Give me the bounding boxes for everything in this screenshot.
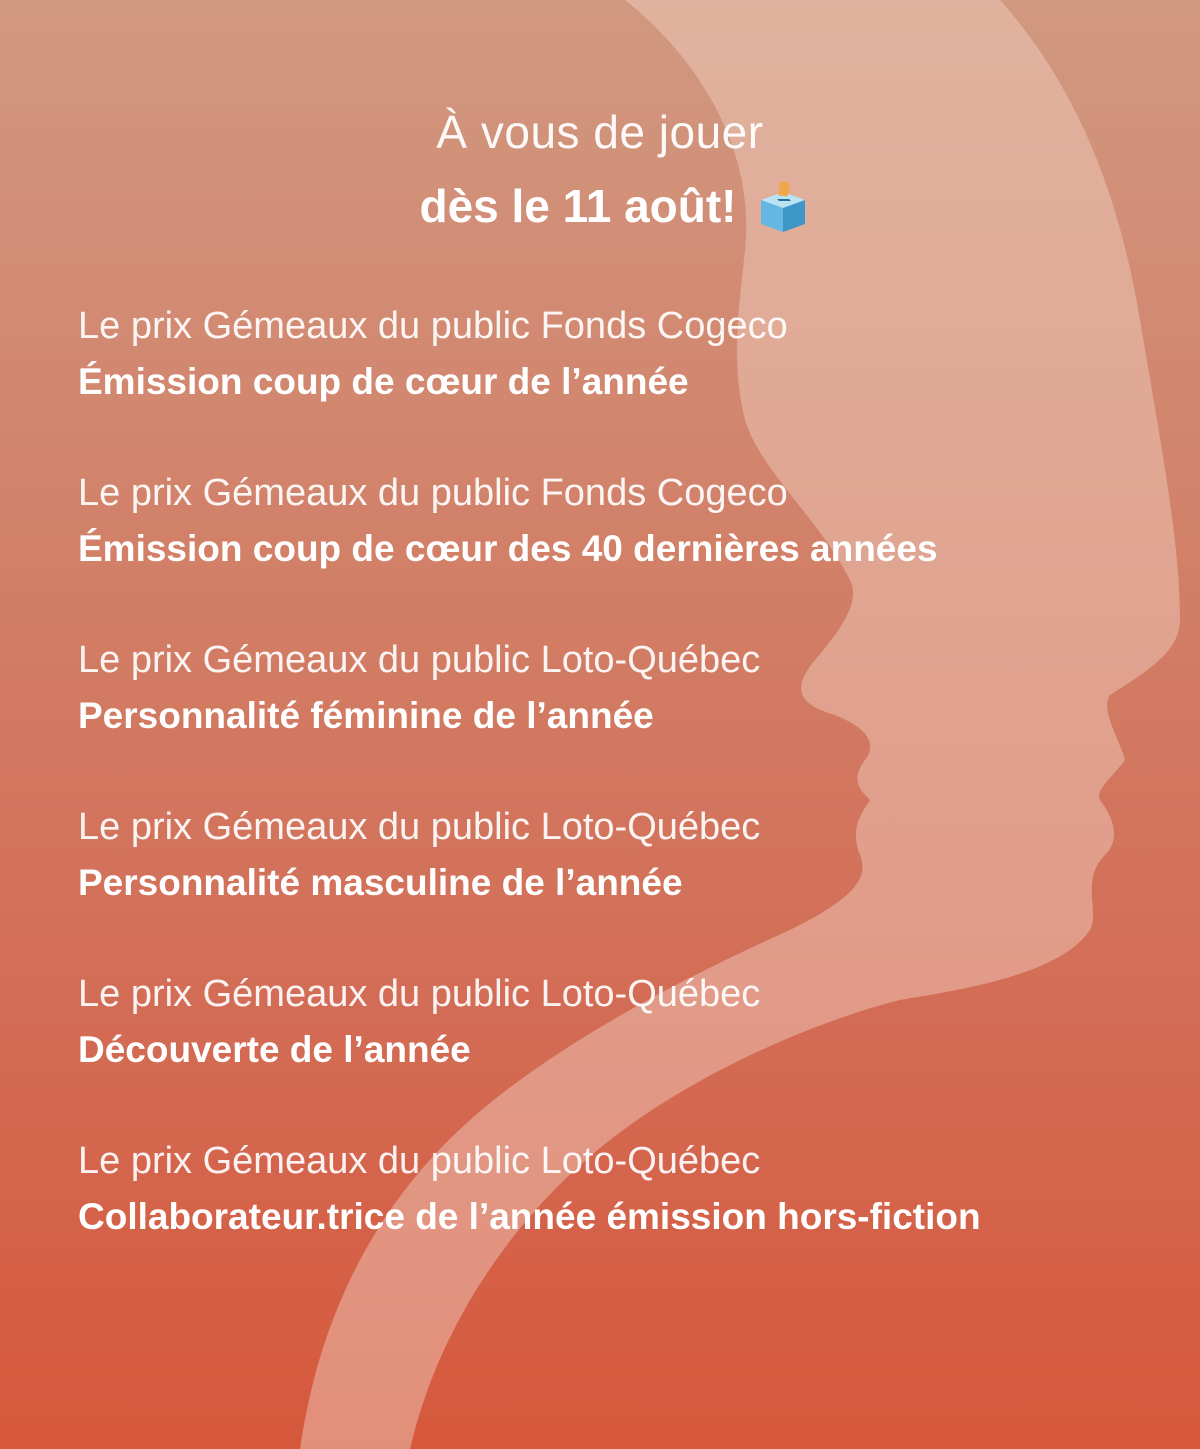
prize-item <box>78 465 1178 632</box>
prize-category: Émission coup de cœur de l’année <box>78 361 689 402</box>
prize-name: Le prix Gémeaux du public Loto-Québec <box>78 1140 761 1182</box>
prize-item <box>78 966 1178 1133</box>
prize-name: Le prix Gémeaux du public Loto-Québec <box>78 973 761 1015</box>
prize-name: Le prix Gémeaux du public Fonds Cogeco <box>78 305 788 347</box>
prize-category: Personnalité féminine de l’année <box>78 695 654 736</box>
prize-list <box>78 298 1178 1300</box>
prize-category: Découverte de l’année <box>78 1029 471 1070</box>
header-line2: dès le 11 août! <box>419 180 737 232</box>
ballot-box-icon <box>755 178 811 234</box>
prize-item <box>78 632 1178 799</box>
prize-category: Émission coup de cœur des 40 dernières années <box>78 528 938 569</box>
prize-name: Le prix Gémeaux du public Fonds Cogeco <box>78 472 788 514</box>
prize-category: Personnalité masculine de l’année <box>78 862 683 903</box>
header-line1: À vous de jouer <box>436 106 764 158</box>
header-line2-row <box>419 164 810 248</box>
prize-item <box>78 298 1178 465</box>
prize-name: Le prix Gémeaux du public Loto-Québec <box>78 639 761 681</box>
prize-item <box>78 799 1178 966</box>
prize-name: Le prix Gémeaux du public Loto-Québec <box>78 806 761 848</box>
header <box>0 100 1200 248</box>
prize-item <box>78 1133 1178 1300</box>
prize-category: Collaborateur.trice de l’année émission hors-fiction <box>78 1196 981 1237</box>
